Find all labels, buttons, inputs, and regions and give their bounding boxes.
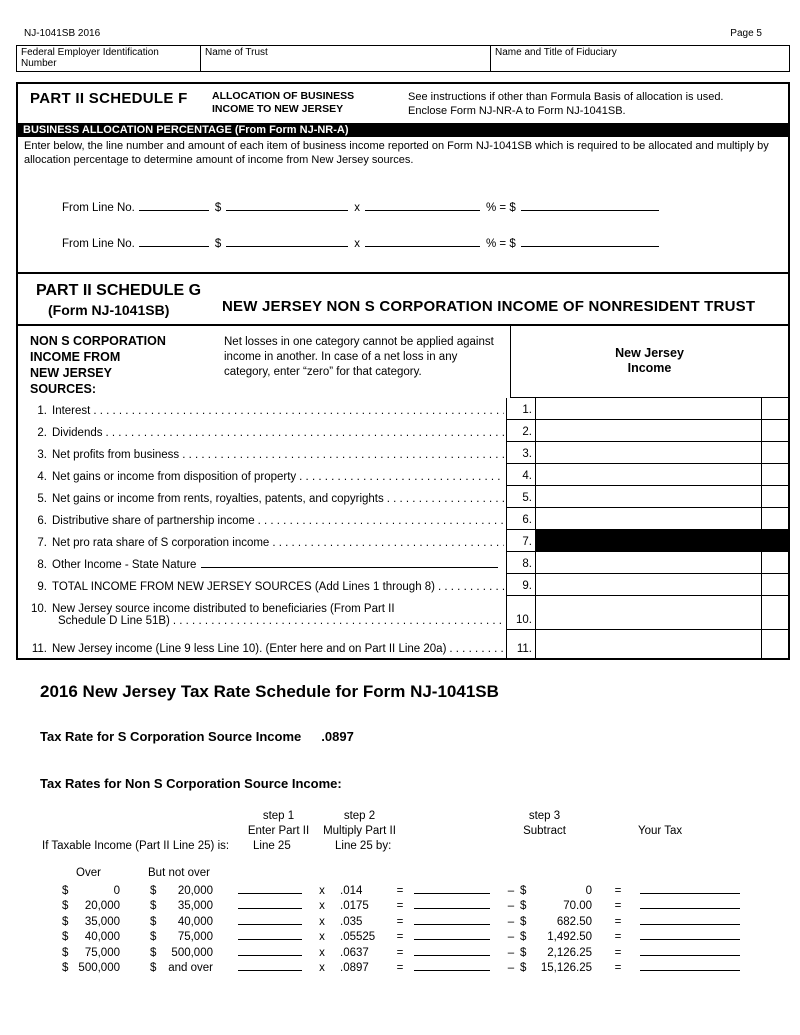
trust-name-label: Name of Trust [205,47,268,58]
line-number: 2. [37,426,47,439]
amount-cell-blacked-out [535,530,761,552]
equals-sign: = [396,915,404,928]
equals-sign: = [396,946,404,959]
entry-blank [238,960,302,971]
but-not-over-header: But not over [148,866,211,879]
product-blank [414,898,490,909]
but-not-over-value: 75,000 [177,931,213,944]
dollar-sign: $ [150,962,157,975]
minus-sign: – [507,931,515,944]
schedule-g-line-3 [18,442,788,464]
line-number: 11. [31,642,47,655]
your-tax-blank [640,883,740,894]
line-ref: 5. [506,486,535,508]
line-number-blank [139,236,209,247]
line-ref: 10. [506,596,535,630]
percent-equals-label: % = $ [486,237,516,250]
over-header: Over [76,866,101,879]
tax-table-headers [16,809,790,883]
tax-rate-schedule-section [16,682,790,976]
cents-cell [761,442,788,464]
fein-field [17,46,201,71]
line-ref: 1. [506,398,535,420]
amount-cell [535,486,761,508]
line-label: Other Income - State Nature [52,558,197,571]
page-header [16,28,790,39]
dollar-sign: $ [150,900,157,913]
multiply-sign: x [354,201,361,214]
dollar-sign: $ [214,237,222,250]
tax-schedule-title: 2016 New Jersey Tax Rate Schedule for Form NJ-1041SB [40,681,499,701]
product-blank [414,914,490,925]
from-line-label: From Line No. [62,201,135,214]
allocation-description: Enter below, the line number and amount of each item of business income reported on Form NJ-1041SB which is required to be allocated and multiply by allocation percentage to determine amount of income from New Jersey sources. [24,139,769,167]
line-ref: 4. [506,464,535,486]
state-nature-blank [201,556,498,568]
your-tax-blank [640,914,740,925]
page-number: Page 5 [730,28,762,39]
step1-header: step 1 Enter Part II [247,809,310,837]
step3-header: step 3 Subtract [523,809,566,837]
line-number: 7. [37,536,47,549]
step2-header: step 2 Multiply Part II [323,809,396,837]
dot-leader [182,449,504,461]
cents-cell [761,398,788,420]
schedule-g-line-7 [18,530,788,552]
multiply-sign: x [319,931,325,944]
step2-line25by: Line 25 by: [335,839,392,852]
subtract-value: 2,126.25 [547,946,592,959]
allocation-entry-row-2 [62,236,788,250]
amount-cell [535,574,761,596]
over-value: 40,000 [84,931,120,944]
result-blank [521,236,659,247]
schedule-f-instructions: See instructions if other than Formula Basis of allocation is used. Enclose Form NJ-NR-A to Form NJ-1041SB. [408,91,724,118]
dollar-sign: $ [62,884,69,897]
schedule-g-heading [18,274,788,324]
schedule-f-part-label: PART II SCHEDULE F [30,90,188,107]
line-number: 3. [37,448,47,461]
entry-blank [238,898,302,909]
schedule-g-line-5 [18,486,788,508]
dot-leader [438,581,504,593]
amount-cell [535,398,761,420]
minus-sign: – [507,915,515,928]
line-label: Net gains or income from rents, royalties, patents, and copyrights [52,492,384,505]
amount-cell [535,596,761,630]
dollar-sign: $ [520,931,527,944]
tax-bracket-row-3 [16,914,790,930]
amount-cell [535,630,761,658]
cents-cell-blacked-out [761,530,788,552]
line-ref: 11. [506,630,535,658]
amount-cell [535,552,761,574]
line-label: New Jersey income (Line 9 less Line 10). (Enter here and on Part II Line 20a) [52,642,447,655]
cents-cell [761,508,788,530]
dot-leader [173,615,504,627]
tax-bracket-row-6 [16,960,790,976]
from-line-label: From Line No. [62,237,135,250]
dollar-sign: $ [520,884,527,897]
entry-blank [238,914,302,925]
taxable-income-condition: If Taxable Income (Part II Line 25) is: [42,839,230,852]
dollar-sign: $ [520,915,527,928]
your-tax-blank [640,960,740,971]
fiduciary-label: Name and Title of Fiduciary [495,47,617,58]
amount-cell [535,420,761,442]
dollar-sign: $ [520,962,527,975]
subtract-value: 0 [585,884,592,897]
schedule-g-line-11 [18,630,788,658]
product-blank [414,883,490,894]
cents-cell [761,574,788,596]
schedule-g-line-4 [18,464,788,486]
dot-leader [258,515,504,527]
amount-cell [535,442,761,464]
over-value: 500,000 [78,962,120,975]
entry-blank [238,945,302,956]
rate-value: .035 [340,915,363,928]
line-ref: 6. [506,508,535,530]
dollar-sign: $ [150,884,157,897]
schedules-box [16,82,790,660]
schedule-g-form-ref: (Form NJ-1041SB) [48,301,170,318]
fiduciary-field [491,46,789,71]
dollar-sign: $ [520,946,527,959]
your-tax-blank [640,945,740,956]
cents-cell [761,464,788,486]
tax-bracket-row-4 [16,929,790,945]
fein-label: Federal Employer Identification Number [21,47,159,69]
schedule-g-line-2 [18,420,788,442]
schedule-g-line-9 [18,574,788,596]
dollar-sign: $ [150,931,157,944]
amount-cell [535,508,761,530]
over-value: 0 [113,884,120,897]
but-not-over-value: 20,000 [177,884,213,897]
cents-cell [761,630,788,658]
but-not-over-value: 500,000 [171,946,213,959]
over-value: 20,000 [84,900,120,913]
subtract-value: 682.50 [556,915,592,928]
equals-sign: = [614,884,622,897]
amount-cell [535,464,761,486]
s-corp-rate-value: .0897 [321,728,354,744]
line-number-blank [139,200,209,211]
dollar-sign: $ [520,900,527,913]
line-ref: 8. [506,552,535,574]
multiply-sign: x [319,946,325,959]
result-blank [521,200,659,211]
tax-bracket-row-2 [16,898,790,914]
subtract-value: 70.00 [563,900,592,913]
equals-sign: = [614,931,622,944]
schedule-g-line-1 [18,398,788,420]
line-label: New Jersey source income distributed to beneficiaries (From Part II [52,602,395,615]
but-not-over-value: 40,000 [177,915,213,928]
cents-cell [761,596,788,630]
rate-value: .0637 [340,946,369,959]
but-not-over-value: 35,000 [177,900,213,913]
equals-sign: = [614,900,622,913]
non-s-corp-rates-label: Tax Rates for Non S Corporation Source Income: [40,775,342,791]
dollar-sign: $ [150,946,157,959]
identification-fields [16,45,790,72]
product-blank [414,945,490,956]
multiply-sign: x [319,962,325,975]
cents-cell [761,486,788,508]
tax-bracket-row-1 [16,883,790,899]
income-sources-header: NON S CORPORATION INCOME FROM NEW JERSEY SOURCES: [30,333,166,396]
cents-cell [761,552,788,574]
subtract-value: 1,492.50 [547,931,592,944]
line-number: 5. [37,492,47,505]
line-label: TOTAL INCOME FROM NEW JERSEY SOURCES (Add Lines 1 through 8) [52,580,436,593]
line-label: Net profits from business [52,448,180,461]
multiply-sign: x [319,915,325,928]
dollar-sign: $ [62,915,69,928]
dollar-sign: $ [62,946,69,959]
equals-sign: = [614,946,622,959]
entry-blank [238,883,302,894]
dot-leader [449,643,504,655]
your-tax-header: Your Tax [638,824,683,837]
equals-sign: = [396,962,404,975]
dollar-sign: $ [214,201,222,214]
entry-blank [238,929,302,940]
line-number: 10. [31,602,47,615]
rate-value: .05525 [340,931,376,944]
trust-name-field [201,46,491,71]
cents-cell [761,420,788,442]
allocation-entry-row-1 [62,200,788,214]
multiply-sign: x [319,884,325,897]
rate-value: .0175 [340,900,369,913]
tax-bracket-row-5 [16,945,790,961]
minus-sign: – [507,946,515,959]
schedule-g-line-10 [18,596,788,630]
schedule-f-subtitle: ALLOCATION OF BUSINESS INCOME TO NEW JERSEY [212,90,355,115]
equals-sign: = [396,931,404,944]
your-tax-blank [640,929,740,940]
line-ref: 9. [506,574,535,596]
rate-value: .0897 [340,962,369,975]
new-jersey-income-column-header: New Jersey Income [510,326,788,398]
schedule-g-line-8 [18,552,788,574]
minus-sign: – [507,900,515,913]
amount-blank [226,236,348,247]
line-label: Distributive share of partnership income [52,514,255,527]
business-allocation-percentage-header: BUSINESS ALLOCATION PERCENTAGE (From Form NJ-NR-A) [18,123,788,137]
line-number: 4. [37,470,47,483]
s-corp-rate-row [40,729,790,744]
but-not-over-value: and over [168,962,213,975]
dot-leader [106,427,505,439]
product-blank [414,929,490,940]
schedule-g-table [18,324,788,658]
net-loss-note: Net losses in one category cannot be applied against income in another. In case of a net loss in any category, enter “zero” for that category. [224,335,494,378]
dot-leader [93,405,504,417]
line-label: Net gains or income from disposition of property [52,470,297,483]
dot-leader [272,537,504,549]
percentage-blank [365,236,480,247]
tax-rate-table [16,809,790,976]
line-ref: 3. [506,442,535,464]
equals-sign: = [614,915,622,928]
product-blank [414,960,490,971]
form-id: NJ-1041SB 2016 [24,28,101,39]
percentage-blank [365,200,480,211]
your-tax-blank [640,898,740,909]
equals-sign: = [396,900,404,913]
minus-sign: – [507,962,515,975]
line-number: 6. [37,514,47,527]
line-number: 1. [37,404,47,417]
schedule-g-table-header [18,326,788,398]
dollar-sign: $ [62,931,69,944]
line-ref: 7. [506,530,535,552]
over-value: 75,000 [84,946,120,959]
equals-sign: = [396,884,404,897]
schedule-g-title: NEW JERSEY NON S CORPORATION INCOME OF NONRESIDENT TRUST [222,297,756,315]
line-number: 8. [37,558,47,571]
line-label: Interest [52,404,91,417]
equals-sign: = [614,962,622,975]
line-ref: 2. [506,420,535,442]
dot-leader [387,493,504,505]
schedule-g-line-6 [18,508,788,530]
step1-line25: Line 25 [253,839,291,852]
dollar-sign: $ [150,915,157,928]
line-number: 9. [37,580,47,593]
minus-sign: – [507,884,515,897]
multiply-sign: x [319,900,325,913]
line-label-continued: Schedule D Line 51B) [58,614,170,627]
s-corp-rate-label: Tax Rate for S Corporation Source Income [40,728,302,744]
over-value: 35,000 [84,915,120,928]
schedule-g-part-label: PART II SCHEDULE G [36,281,202,299]
rate-value: .014 [340,884,363,897]
amount-blank [226,200,348,211]
dollar-sign: $ [62,900,69,913]
multiply-sign: x [354,237,361,250]
line-label: Net pro rata share of S corporation income [52,536,270,549]
schedule-f-title-row [18,84,788,123]
dollar-sign: $ [62,962,69,975]
subtract-value: 15,126.25 [540,962,592,975]
dot-leader [299,471,504,483]
line-label: Dividends [52,426,103,439]
percent-equals-label: % = $ [486,201,516,214]
